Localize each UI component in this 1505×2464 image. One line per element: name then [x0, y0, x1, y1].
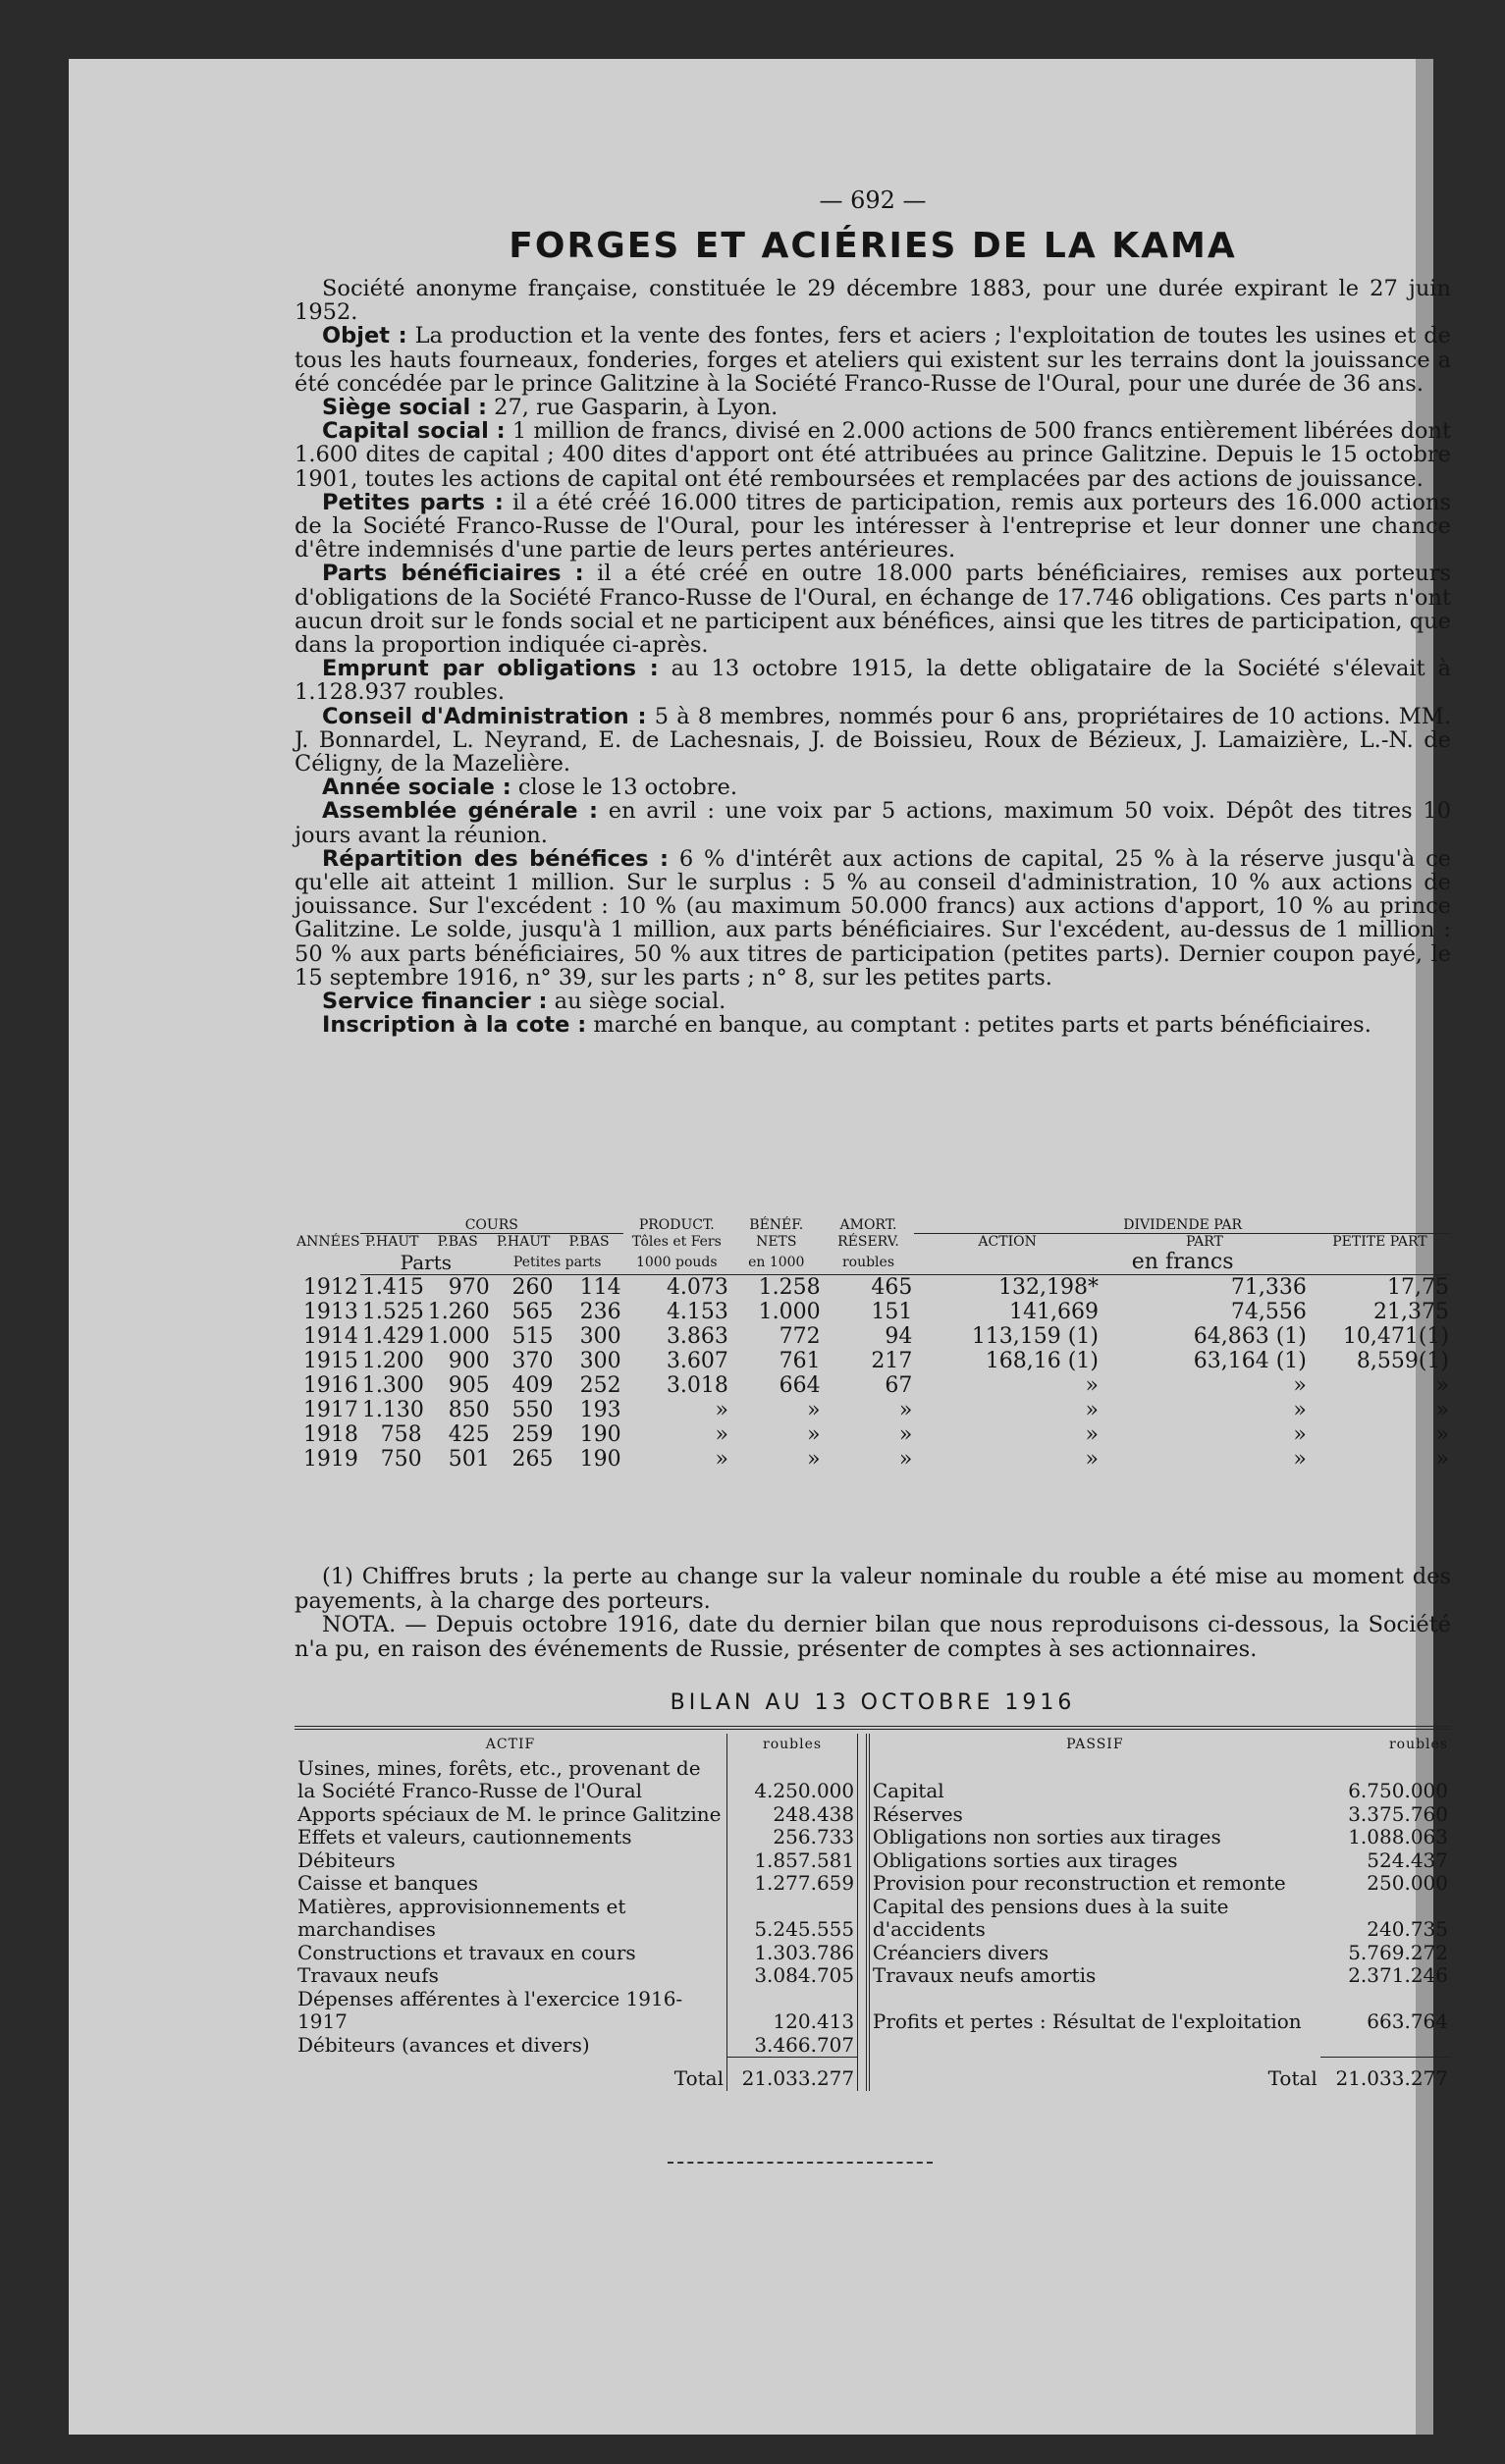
- table-cell: 141,669: [1008, 1300, 1099, 1324]
- actif-unit: roubles: [726, 1734, 857, 1757]
- bilan-rows: [295, 1757, 1451, 2058]
- table-cell: 515: [511, 1324, 554, 1349]
- table-cell: 1917: [302, 1398, 358, 1422]
- header-product: PRODUCT.: [638, 1217, 715, 1234]
- table-cell: 168,16 (1): [985, 1349, 1099, 1373]
- total-actif-label: Total: [673, 2066, 724, 2090]
- table-cell: 132,198*: [997, 1275, 1099, 1300]
- passif-item: Obligations non sorties aux tirages: [872, 1825, 1221, 1848]
- page-title: FORGES ET ACIÉRIES DE LA KAMA: [509, 226, 1237, 266]
- table-cell: 17,75: [1387, 1275, 1449, 1300]
- header-action: ACTION: [978, 1234, 1037, 1250]
- passif-value: 240.735: [1367, 1917, 1448, 1941]
- passif-item: Obligations sorties aux tirages: [872, 1848, 1178, 1872]
- passif-value: 663.764: [1367, 2009, 1448, 2033]
- section-label: Assemblée générale :: [322, 798, 598, 825]
- header-benef: BÉNÉF.: [749, 1217, 804, 1234]
- section-label: Année sociale :: [322, 775, 511, 801]
- passif-value: [1320, 2034, 1451, 2058]
- table-cell: 217: [871, 1349, 913, 1373]
- table-cell: 3.018: [666, 1373, 728, 1398]
- table-cell: »: [715, 1398, 728, 1422]
- unit-roubles-1: en 1000: [730, 1250, 823, 1275]
- table-cell: »: [1085, 1447, 1099, 1472]
- passif-item: Capital: [872, 1779, 944, 1802]
- passif-item: [868, 2034, 1320, 2058]
- bilan-row: [295, 1757, 1451, 1803]
- column-separator: [858, 1964, 868, 1988]
- table-cell: 71,336: [1230, 1275, 1307, 1300]
- header-amort: AMORT.: [839, 1217, 897, 1234]
- table-cell: 1.130: [361, 1398, 424, 1422]
- passif-item: Travaux neufs amortis: [872, 1963, 1097, 1987]
- header-pbas-parts: P.BAS: [437, 1234, 478, 1250]
- header-annees: ANNÉES: [296, 1233, 360, 1250]
- unit-francs: en francs: [914, 1250, 1451, 1275]
- section-label: Capital social :: [322, 418, 506, 445]
- passif-value: 250.000: [1367, 1871, 1448, 1895]
- passif-item: Capital des pensions dues à la suite d'accidents: [872, 1894, 1229, 1941]
- table-cell: »: [807, 1398, 821, 1422]
- table-row: [295, 1422, 1451, 1447]
- section-text: 27, rue Gasparin, à Lyon.: [494, 395, 779, 421]
- actif-value: 3.466.707: [726, 2034, 857, 2058]
- actif-item: Usines, mines, forêts, etc., provenant de la Société Franco-Russe de l'Oural: [297, 1755, 701, 1802]
- section-text: au 13 octobre 1915, la dette obligataire de la Société s'élevait à 1.128.937 roubles.: [295, 656, 1451, 706]
- bilan-row: [295, 1942, 1451, 1965]
- bilan-row: [295, 1826, 1451, 1849]
- header-nets: NETS: [756, 1233, 797, 1250]
- bilan-row: [295, 1872, 1451, 1896]
- table-cell: 370: [511, 1349, 554, 1373]
- actif-value: 3.084.705: [726, 1964, 857, 1988]
- table-cell: 1.415: [361, 1275, 424, 1300]
- table-cell: 465: [871, 1275, 913, 1300]
- section-text: La production et la vente des fontes, fers et aciers ; l'exploitation de toutes les usines et de tous les hauts fourneaux, fonderies, forges et ateliers qui existent sur les terrains dont la jouissance a été concédée par le prince Galitzine à la Société Franco-Russe de l'Oural, pour une durée de 36 ans.: [295, 323, 1451, 397]
- passif-value: 524.437: [1367, 1848, 1448, 1872]
- table-cell: »: [1293, 1447, 1307, 1472]
- section-label: Petites parts :: [322, 489, 504, 515]
- column-separator: [858, 1803, 868, 1827]
- section-label: Siège social :: [322, 395, 488, 421]
- table-cell: 905: [448, 1373, 490, 1398]
- table-row: [295, 1398, 1451, 1422]
- unit-pouds: 1000 pouds: [623, 1250, 730, 1275]
- intro-paragraph: Société anonyme française, constituée le 29 décembre 1883, pour une durée expirant le 27 juin 1952.: [295, 276, 1451, 326]
- table-cell: 4.153: [666, 1300, 728, 1324]
- table-cell: 1915: [302, 1349, 358, 1373]
- table-cell: 970: [448, 1275, 490, 1300]
- table-row: [295, 1447, 1451, 1472]
- column-separator: [858, 1942, 868, 1965]
- bilan-row: [295, 1988, 1451, 2034]
- header-phaut-parts: P.HAUT: [365, 1234, 419, 1250]
- table-cell: 252: [579, 1373, 621, 1398]
- section-text: il a été créé en outre 18.000 parts bénéficiaires, remises aux porteurs d'obligations de la Société Franco-Russe de l'Oural, en échange de 17.746 obligations. Ces parts n'ont aucun droit sur le fonds social et ne participent aux bénéfices, ainsi que les titres de participation, que dans la proportion indiquée ci-après.: [295, 561, 1452, 659]
- actif-item: Matières, approvisionnements et marchandises: [297, 1894, 626, 1941]
- section-text: marché en banque, au comptant : petites parts et parts bénéficiaires.: [593, 1012, 1371, 1039]
- table-cell: 1.200: [361, 1349, 424, 1373]
- table-cell: 565: [511, 1300, 554, 1324]
- total-passif-value: 21.033.277: [1320, 2058, 1451, 2091]
- column-separator: [858, 1757, 868, 1803]
- unit-parts: Parts: [360, 1250, 492, 1275]
- section-paragraph: [295, 1013, 1451, 1037]
- column-separator: [858, 2034, 868, 2058]
- section-label: Emprunt par obligations :: [322, 656, 659, 682]
- column-separator: [858, 1849, 868, 1873]
- table-cell: 151: [871, 1300, 913, 1324]
- column-separator: [858, 1988, 868, 2034]
- table-cell: 8,559(1): [1356, 1349, 1449, 1373]
- actif-value: 256.733: [726, 1826, 857, 1849]
- table-cell: 67: [885, 1373, 913, 1398]
- section-paragraph: [295, 799, 1451, 846]
- actif-value: 4.250.000: [726, 1757, 857, 1803]
- table-cell: 21,375: [1373, 1300, 1449, 1324]
- table-cell: »: [1435, 1373, 1449, 1398]
- section-label: Objet :: [322, 323, 407, 349]
- passif-item: Créanciers divers: [872, 1940, 1049, 1964]
- table-cell: »: [1085, 1398, 1099, 1422]
- section-paragraph: [295, 657, 1451, 704]
- notes: [295, 1565, 1451, 1661]
- column-separator: [858, 1826, 868, 1849]
- table-cell: 190: [579, 1422, 621, 1447]
- table-cell: »: [715, 1422, 728, 1447]
- bilan-row: [295, 1803, 1451, 1827]
- scanned-page: [69, 59, 1452, 2435]
- table-cell: 761: [779, 1349, 821, 1373]
- table-cell: »: [1435, 1447, 1449, 1472]
- table-cell: »: [898, 1422, 913, 1447]
- table-cell: 259: [511, 1422, 554, 1447]
- quotes-table: [295, 1217, 1451, 1472]
- table-cell: 300: [579, 1349, 621, 1373]
- table-cell: 113,159 (1): [971, 1324, 1099, 1349]
- table-cell: »: [807, 1447, 821, 1472]
- table-cell: 1.300: [361, 1373, 424, 1398]
- actif-item: Travaux neufs: [297, 1963, 439, 1987]
- total-actif-value: 21.033.277: [726, 2058, 857, 2091]
- actif-item: Apports spéciaux de M. le prince Galitzine: [297, 1801, 722, 1826]
- actif-item: Dépenses afférentes à l'exercice 1916-1917: [297, 1986, 683, 2033]
- section-paragraph: [295, 562, 1451, 657]
- sections-list: [295, 324, 1451, 1037]
- balance-sheet: [295, 1726, 1451, 2091]
- page-number: — 692 —: [819, 187, 927, 214]
- bilan-title: BILAN AU 13 OCTOBRE 1916: [670, 1690, 1076, 1715]
- table-cell: 772: [779, 1324, 821, 1349]
- table-cell: 550: [511, 1398, 554, 1422]
- passif-value: 1.088.063: [1348, 1825, 1448, 1848]
- table-cell: 1.000: [427, 1324, 490, 1349]
- unit-petites-parts: Petites parts: [492, 1250, 623, 1275]
- table-cell: 300: [579, 1324, 621, 1349]
- table-cell: 63,164 (1): [1193, 1349, 1307, 1373]
- table-cell: »: [1293, 1422, 1307, 1447]
- table-cell: »: [898, 1447, 913, 1472]
- footnote: (1) Chiffres bruts ; la perte au change sur la valeur nominale du rouble a été mise au moment des payements, à la charge des porteurs.: [295, 1564, 1451, 1614]
- table-cell: 1919: [302, 1447, 358, 1472]
- actif-value: 248.438: [726, 1803, 857, 1827]
- total-passif-label: Total: [1267, 2066, 1317, 2090]
- actif-value: 1.277.659: [726, 1872, 857, 1896]
- header-toles: Tôles et Fers: [631, 1233, 722, 1250]
- column-separator: [858, 1896, 868, 1942]
- table-cell: 664: [779, 1373, 821, 1398]
- passif-item: Profits et pertes : Résultat de l'exploitation: [872, 2009, 1302, 2033]
- header-petite-part: PETITE PART: [1332, 1234, 1427, 1250]
- table-cell: 114: [579, 1275, 621, 1300]
- section-paragraph: [295, 419, 1451, 491]
- table-cell: 3.863: [666, 1324, 728, 1349]
- section-text: au siège social.: [554, 989, 726, 1015]
- table-cell: »: [1085, 1373, 1099, 1398]
- table-cell: 850: [448, 1398, 490, 1422]
- header-dividende: DIVIDENDE PAR: [914, 1217, 1451, 1234]
- section-text: 5 à 8 membres, nommés pour 6 ans, propriétaires de 10 actions. MM. J. Bonnardel, L. Neyrand, E. de Lachesnais, J. de Boissieu, Roux de Bézieux, J. Lamaizière, L.-N. de Céligny, de la Mazelière.: [295, 703, 1451, 777]
- unit-roubles-2: roubles: [823, 1250, 915, 1275]
- table-cell: 425: [448, 1422, 490, 1447]
- table-cell: 64,863 (1): [1193, 1324, 1307, 1349]
- end-rule: [668, 2154, 933, 2164]
- table-cell: 4.073: [666, 1275, 728, 1300]
- bilan-row: [295, 1896, 1451, 1942]
- table-cell: 10,471(1): [1342, 1324, 1449, 1349]
- nota: NOTA. — Depuis octobre 1916, date du dernier bilan que nous reproduisons ci-dessous, la Société n'a pu, en raison des événements de Russie, présenter de comptes à ses actionnaires.: [295, 1612, 1451, 1662]
- section-label: Conseil d'Administration :: [322, 703, 647, 729]
- table-cell: 1.525: [361, 1300, 424, 1324]
- section-label: Inscription à la cote :: [322, 1012, 587, 1039]
- table-cell: »: [715, 1447, 728, 1472]
- table-cell: »: [1435, 1398, 1449, 1422]
- bilan-row: [295, 1849, 1451, 1873]
- section-label: Service financier :: [322, 989, 548, 1015]
- table-cell: 3.607: [666, 1349, 728, 1373]
- actif-item: Effets et valeurs, cautionnements: [297, 1825, 632, 1848]
- actif-item: Débiteurs (avances et divers): [297, 2033, 590, 2057]
- bilan-row: [295, 1964, 1451, 1988]
- actif-value: 1.857.581: [726, 1849, 857, 1873]
- section-label: Répartition des bénéfices :: [322, 845, 670, 872]
- passif-value: 6.750.000: [1348, 1779, 1448, 1802]
- table-cell: 1.429: [361, 1324, 424, 1349]
- table-cell: 900: [448, 1349, 490, 1373]
- table-cell: 260: [511, 1275, 554, 1300]
- section-paragraph: [295, 491, 1451, 562]
- actif-item: Caisse et banques: [297, 1871, 478, 1895]
- section-label: Parts bénéficiaires :: [322, 561, 584, 587]
- table-cell: 190: [579, 1447, 621, 1472]
- section-paragraph: [295, 990, 1451, 1013]
- section-paragraph: [295, 396, 1451, 419]
- header-part: PART: [1185, 1234, 1223, 1250]
- table-cell: »: [807, 1422, 821, 1447]
- table-cell: 501: [448, 1447, 490, 1472]
- table-cell: 1.258: [758, 1275, 821, 1300]
- column-separator: [858, 1872, 868, 1896]
- table-cell: 1913: [302, 1300, 358, 1324]
- table-cell: 1914: [302, 1324, 358, 1349]
- table-cell: »: [1435, 1422, 1449, 1447]
- passif-unit: roubles: [1388, 1737, 1448, 1752]
- table-cell: »: [1293, 1398, 1307, 1422]
- section-paragraph: [295, 705, 1451, 777]
- table-cell: 265: [511, 1447, 554, 1472]
- actif-item: Débiteurs: [297, 1848, 396, 1872]
- header-reserv: RÉSERV.: [837, 1233, 899, 1250]
- actif-value: 1.303.786: [726, 1942, 857, 1965]
- company-description: [295, 277, 1451, 1038]
- passif-item: Réserves: [872, 1801, 963, 1826]
- header-pbas-petites: P.BAS: [568, 1234, 610, 1250]
- passif-header: PASSIF: [1066, 1737, 1124, 1752]
- table-cell: 758: [380, 1422, 422, 1447]
- table-cell: 750: [380, 1447, 422, 1472]
- bilan-row: [295, 2034, 1451, 2058]
- table-cell: »: [1293, 1373, 1307, 1398]
- table-cell: 1.000: [758, 1300, 821, 1324]
- table-cell: 94: [885, 1324, 913, 1349]
- section-paragraph: [295, 324, 1451, 396]
- section-text: en avril : une voix par 5 actions, maximum 50 voix. Dépôt des titres 10 jours avant la réunion.: [295, 798, 1452, 848]
- table-cell: 1912: [302, 1274, 358, 1300]
- table-cell: 1.260: [427, 1300, 490, 1324]
- actif-value: 120.413: [726, 1988, 857, 2034]
- section-text: il a été créé 16.000 titres de participation, remis aux porteurs des 16.000 actions de la Société Franco-Russe de l'Oural, pour les intéresser à l'entreprise et leur donner une chance d'être indemnisés d'une partie de leurs pertes antérieures.: [295, 489, 1452, 563]
- passif-value: 2.371.246: [1348, 1963, 1448, 1987]
- header-phaut-petites: P.HAUT: [496, 1234, 551, 1250]
- passif-value: 5.769.272: [1348, 1940, 1448, 1964]
- actif-value: 5.245.555: [726, 1896, 857, 1942]
- actif-item: Constructions et travaux en cours: [297, 1940, 636, 1964]
- table-row: [295, 1349, 1451, 1373]
- table-row: [295, 1373, 1451, 1398]
- section-text: 6 % d'intérêt aux actions de capital, 25 % à la réserve jusqu'à ce qu'elle ait atteint 1 million. Sur le surplus : 5 % au conseil d'administration, 10 % aux actions de jouissance. Sur l'excédent : 10 % (au maximum 50.000 francs) aux actions d'apport, 10 % au prince Galitzine. Le solde, jusqu'à 1 million, aux parts bénéficiaires. Sur l'excédent, au-dessus de 1 million : 50 % aux parts bénéficiaires, 50 % aux titres de participation (petites parts). Dernier coupon payé, le 15 septembre 1916, n° 39, sur les parts ; n° 8, sur les petites parts.: [295, 845, 1451, 991]
- table-cell: 409: [511, 1373, 554, 1398]
- quote-rows: [295, 1275, 1451, 1473]
- section-text: 1 million de francs, divisé en 2.000 actions de 500 francs entièrement libérées dont 1.600 dites de capital ; 400 dites d'apport ont été attribuées au prince Galitzine. Depuis le 15 octobre 1901, toutes les actions de capital ont été remboursées et remplacées par des actions de jouissance.: [295, 418, 1452, 492]
- table-cell: »: [1085, 1422, 1099, 1447]
- passif-value: 3.375.760: [1348, 1801, 1448, 1826]
- section-text: close le 13 octobre.: [517, 775, 738, 801]
- table-row: [295, 1324, 1451, 1349]
- table-cell: »: [898, 1398, 913, 1422]
- header-cours: COURS: [360, 1217, 623, 1234]
- table-cell: 193: [579, 1398, 621, 1422]
- table-cell: 74,556: [1230, 1300, 1307, 1324]
- section-paragraph: [295, 776, 1451, 799]
- passif-item: Provision pour reconstruction et remonte: [872, 1871, 1286, 1895]
- actif-header: ACTIF: [485, 1737, 536, 1752]
- table-row: [295, 1275, 1451, 1301]
- table-cell: 236: [579, 1300, 621, 1324]
- table-cell: 1916: [302, 1373, 358, 1398]
- table-cell: 1918: [302, 1422, 358, 1447]
- section-paragraph: [295, 847, 1451, 990]
- table-row: [295, 1300, 1451, 1324]
